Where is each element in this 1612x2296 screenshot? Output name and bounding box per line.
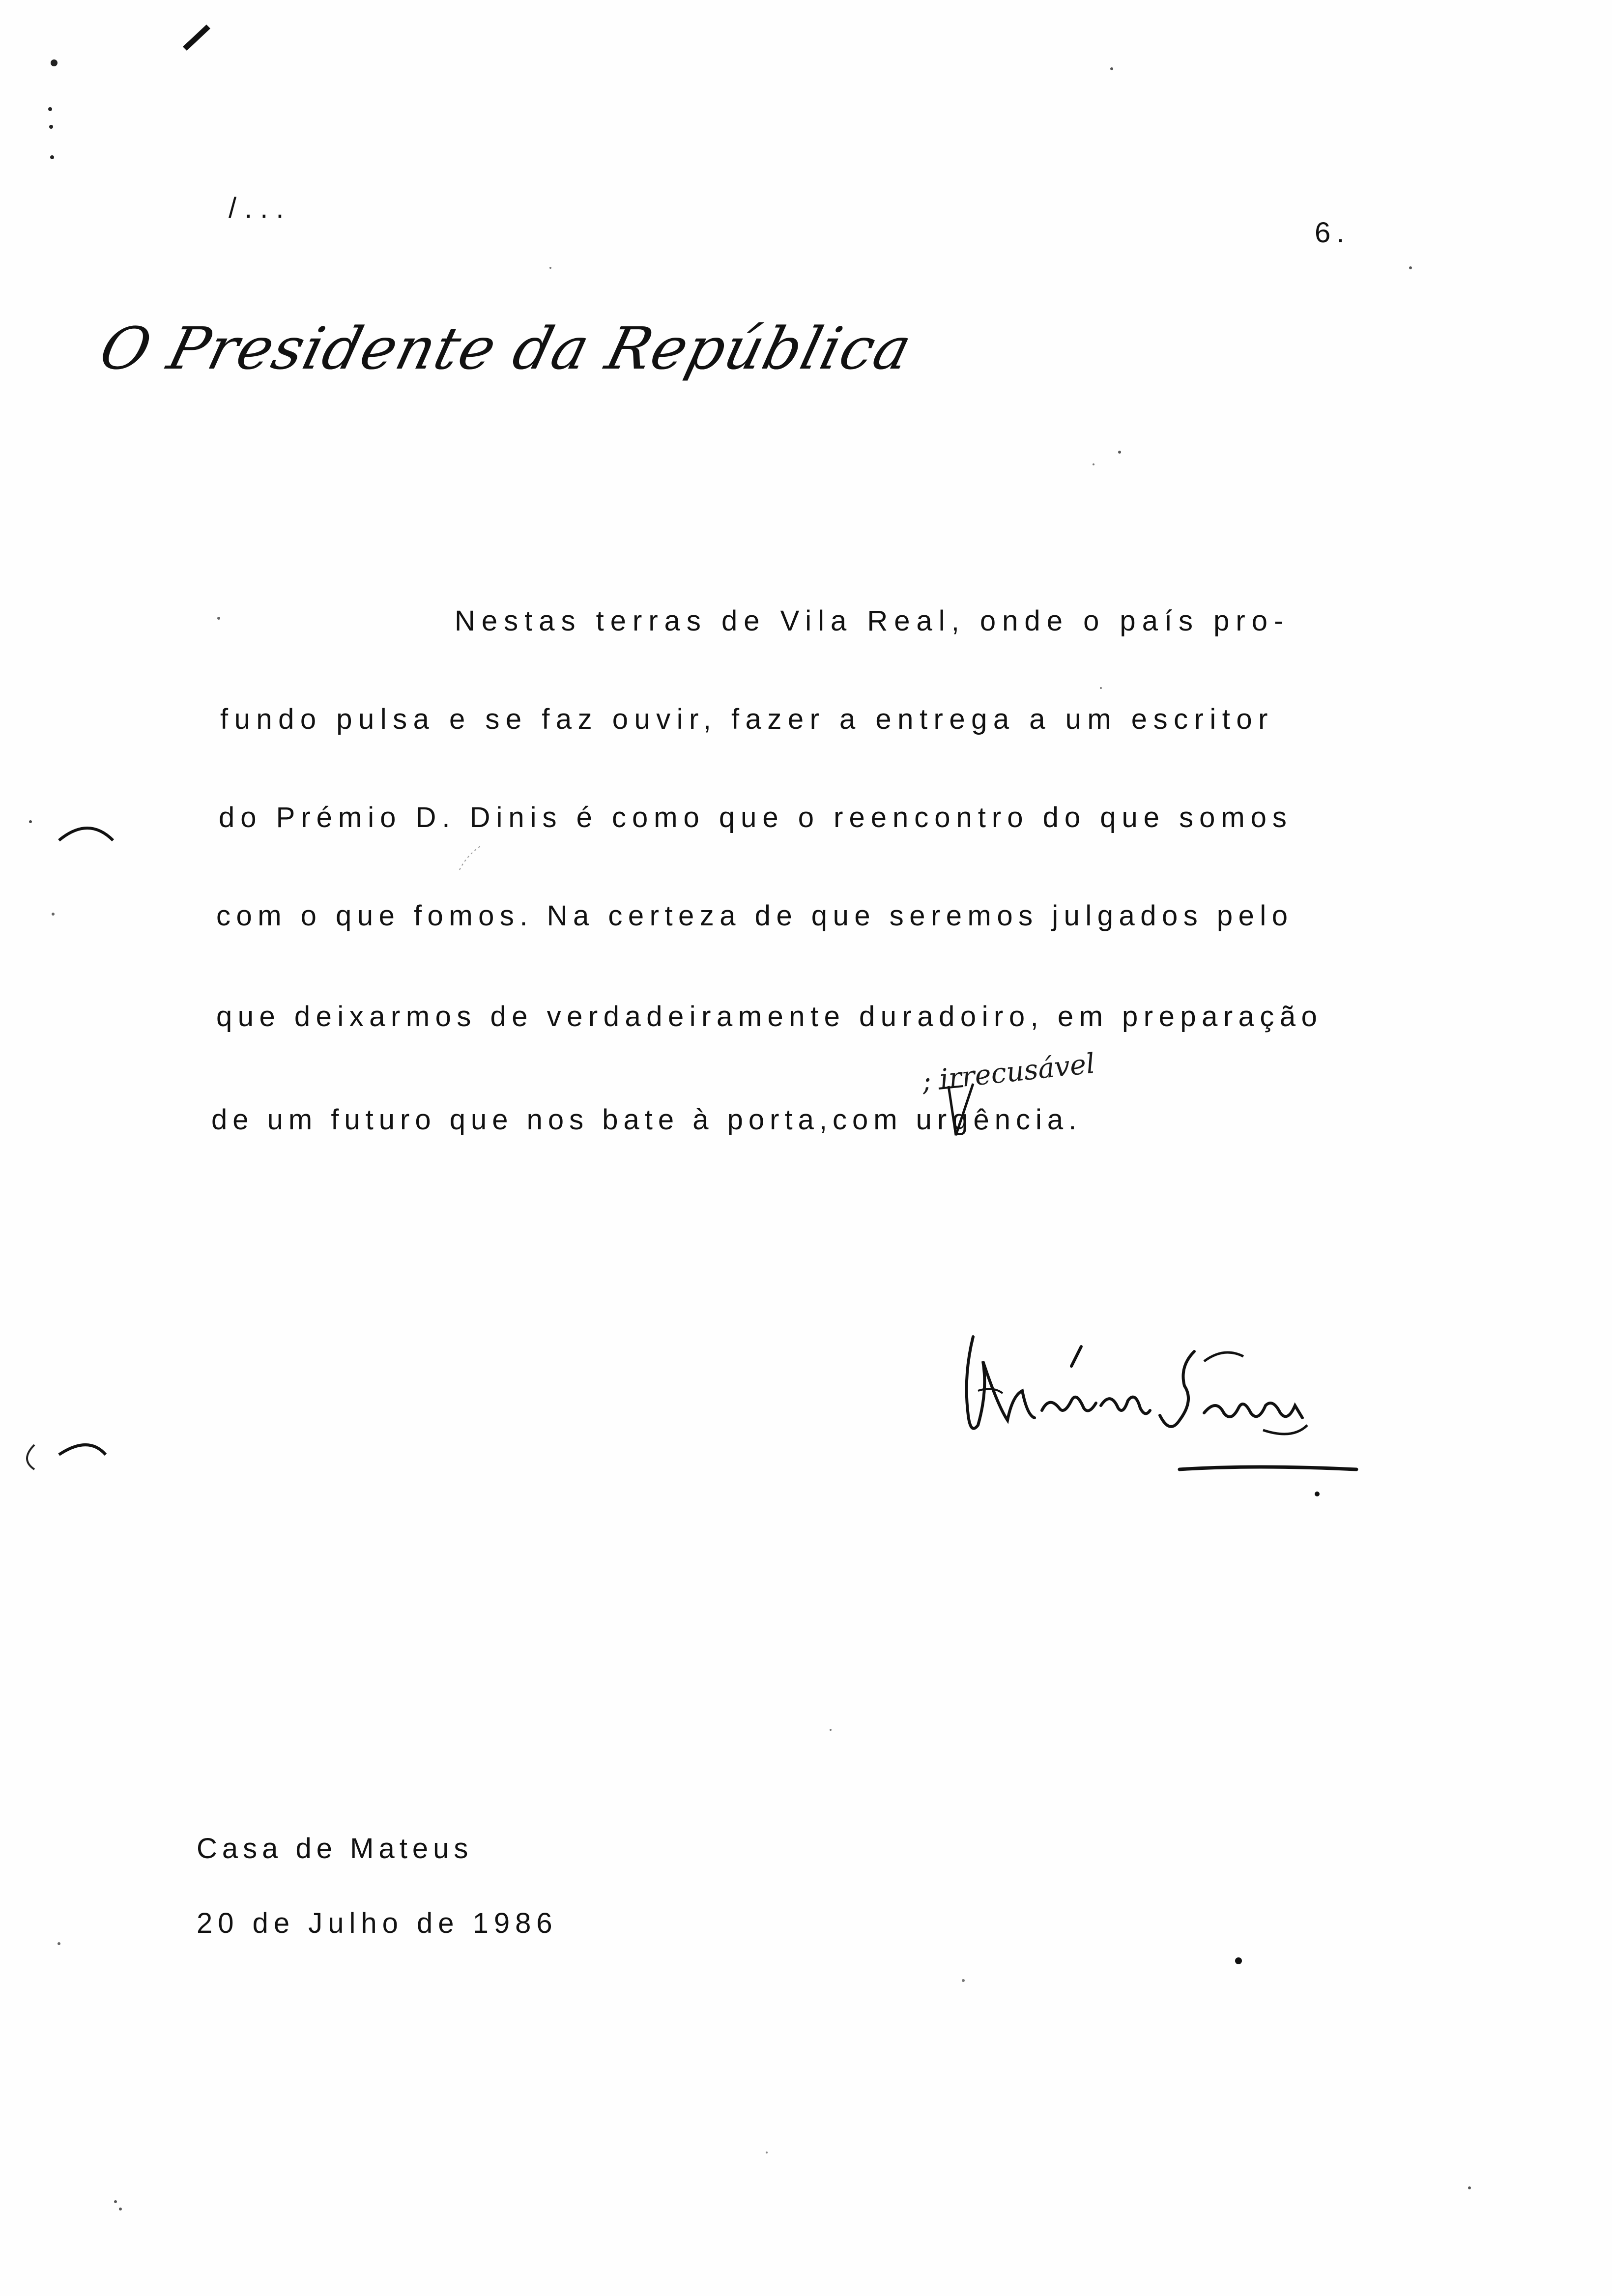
body-line: do Prémio D. Dinis é como que o reencontro do que somos xyxy=(219,802,1293,833)
body-line: que deixarmos de verdadeiramente duradoiro, em preparação xyxy=(216,1001,1323,1033)
body-line: fundo pulsa e se faz ouvir, fazer a entrega a um escritor xyxy=(220,703,1274,735)
handwritten-signature xyxy=(949,1317,1366,1504)
date-line: 20 de Julho de 1986 xyxy=(197,1907,558,1939)
body-line: com o que fomos. Na certeza de que seremos julgados pelo xyxy=(216,900,1294,932)
handwritten-insertion: ; irrecusável xyxy=(920,1047,1096,1098)
letterhead: O Presidente da República xyxy=(93,315,919,382)
place-line: Casa de Mateus xyxy=(197,1833,473,1865)
body-line: Nestas terras de Vila Real, onde o país pro- xyxy=(455,605,1290,637)
insertion-caret-icon xyxy=(934,1081,978,1140)
page-number: 6. xyxy=(1315,217,1351,249)
body-line: de um futuro que nos bate à porta,com urgência. xyxy=(211,1104,1082,1136)
continuation-mark: /... xyxy=(229,192,292,224)
